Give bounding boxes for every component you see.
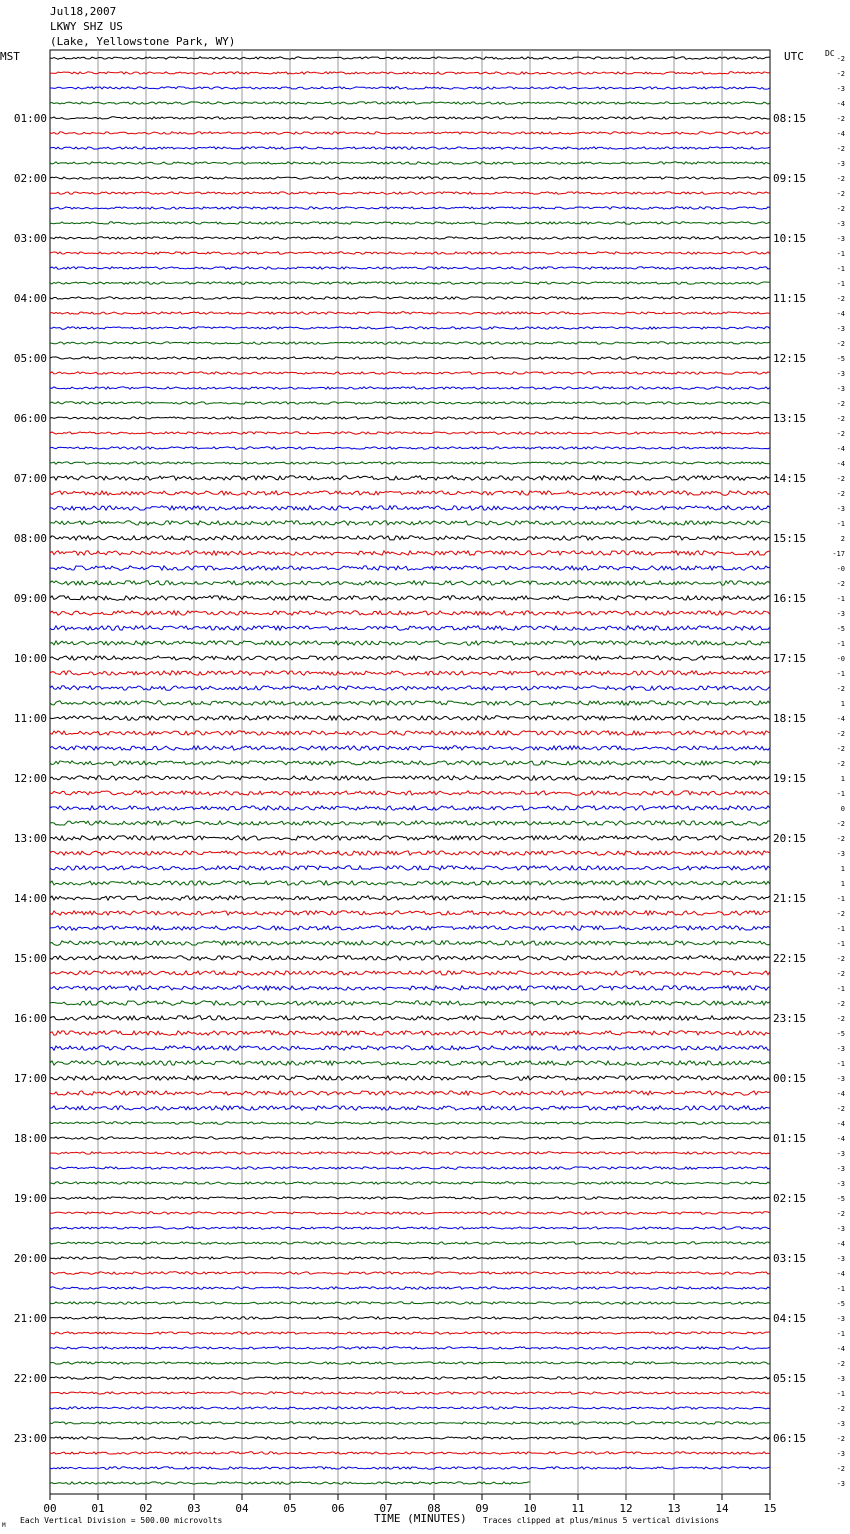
x-tick-label: 00 <box>43 1502 57 1515</box>
mst-hour-label: 01:00 <box>13 112 47 125</box>
dc-offset-label: -2 <box>836 475 845 483</box>
trace-row <box>50 1407 770 1409</box>
utc-hour-label: 16:15 <box>773 592 807 605</box>
dc-offset-label: -0 <box>836 565 845 573</box>
x-tick-label: 09 <box>475 1502 489 1515</box>
trace-row <box>50 147 770 149</box>
mst-hour-label: 17:00 <box>13 1072 47 1085</box>
dc-offset-label: -1 <box>836 940 845 948</box>
dc-offset-label: -2 <box>836 955 845 963</box>
mst-hour-label: 07:00 <box>13 472 47 485</box>
trace-row <box>50 836 770 840</box>
footer-mark: M <box>2 1522 6 1529</box>
trace-row <box>50 192 770 194</box>
trace-row <box>50 1227 770 1229</box>
utc-hour-label: 10:15 <box>773 232 807 245</box>
dc-offset-label: -4 <box>836 1270 845 1278</box>
x-tick-label: 04 <box>235 1502 249 1515</box>
dc-offset-label: -4 <box>836 310 845 318</box>
dc-offset-label: -4 <box>836 1135 845 1143</box>
mst-hour-label: 13:00 <box>13 832 47 845</box>
trace-row <box>50 776 770 780</box>
trace-row <box>50 701 770 705</box>
dc-offset-label: -4 <box>836 1345 845 1353</box>
trace-row <box>50 342 770 344</box>
dc-offset-label: -3 <box>836 385 845 393</box>
dc-offset-label: -4 <box>836 1090 845 1098</box>
dc-offset-label: -0 <box>836 655 845 663</box>
trace-row <box>50 491 770 495</box>
dc-offset-label: -3 <box>836 1420 845 1428</box>
plot-frame <box>50 50 770 1494</box>
trace-row <box>50 1046 770 1050</box>
dc-offset-label: 1 <box>840 865 845 873</box>
trace-row <box>50 207 770 209</box>
trace-row <box>50 671 770 675</box>
mst-hour-label: 03:00 <box>13 232 47 245</box>
x-tick-label: 03 <box>187 1502 201 1515</box>
dc-offset-label: -1 <box>836 250 845 258</box>
trace-row <box>50 1302 770 1304</box>
x-tick-label: 10 <box>523 1502 537 1515</box>
dc-offset-label: 1 <box>840 880 845 888</box>
dc-offset-label: -4 <box>836 1240 845 1248</box>
x-tick-label: 05 <box>283 1502 297 1515</box>
dc-offset-label: -3 <box>836 1150 845 1158</box>
trace-row <box>50 1122 770 1124</box>
mst-hour-label: 06:00 <box>13 412 47 425</box>
dc-offset-label: -4 <box>836 1120 845 1128</box>
trace-row <box>50 806 770 810</box>
dc-offset-label: -2 <box>836 910 845 918</box>
trace-row <box>50 462 770 464</box>
trace-row <box>50 1137 770 1139</box>
trace-row <box>50 566 770 570</box>
dc-offset-label: -3 <box>836 160 845 168</box>
grid-lines <box>98 50 722 1494</box>
dc-offset-label: -1 <box>836 670 845 678</box>
dc-offset-label: -4 <box>836 445 845 453</box>
dc-offset-label: -1 <box>836 895 845 903</box>
dc-offset-label: -1 <box>836 265 845 273</box>
trace-row <box>50 551 770 555</box>
dc-offset-label: -5 <box>836 1030 845 1038</box>
dc-offset-label: -2 <box>836 295 845 303</box>
dc-offset-label: -3 <box>836 1375 845 1383</box>
trace-row <box>50 1001 770 1005</box>
dc-offset-label: -2 <box>836 730 845 738</box>
mst-hour-label: 04:00 <box>13 292 47 305</box>
trace-row <box>50 177 770 179</box>
utc-hour-label: 04:15 <box>773 1312 807 1325</box>
mst-hour-label: 05:00 <box>13 352 47 365</box>
right-tz-label: UTC <box>784 50 804 63</box>
trace-row <box>50 506 770 510</box>
trace-row <box>50 282 770 284</box>
trace-row <box>50 1287 770 1289</box>
dc-offset-label: -2 <box>836 145 845 153</box>
x-tick-label: 12 <box>619 1502 633 1515</box>
trace-row <box>50 536 770 540</box>
header-location: (Lake, Yellowstone Park, WY) <box>50 35 236 48</box>
trace-group <box>50 57 770 1484</box>
x-tick-label: 08 <box>427 1502 441 1515</box>
dc-offset-label: -3 <box>836 1165 845 1173</box>
x-tick-label: 14 <box>715 1502 729 1515</box>
trace-row <box>50 1016 770 1020</box>
mst-hour-label: 12:00 <box>13 772 47 785</box>
trace-row <box>50 866 770 870</box>
trace-row <box>50 162 770 164</box>
trace-row <box>50 1197 770 1199</box>
trace-row <box>50 402 770 404</box>
dc-offset-label: -3 <box>836 1480 845 1488</box>
dc-offset-label: -5 <box>836 355 845 363</box>
trace-row <box>50 596 770 600</box>
mst-hour-label: 15:00 <box>13 952 47 965</box>
x-tick-label: 01 <box>91 1502 105 1515</box>
x-tick-label: 13 <box>667 1502 681 1515</box>
dc-offset-label: -1 <box>836 595 845 603</box>
trace-row <box>50 1377 770 1379</box>
trace-row <box>50 87 770 89</box>
dc-offset-label: -2 <box>836 1105 845 1113</box>
dc-offset-label: -3 <box>836 370 845 378</box>
utc-hour-label: 01:15 <box>773 1132 807 1145</box>
dc-offset-label: -3 <box>836 1450 845 1458</box>
trace-row <box>50 102 770 104</box>
footer-scale: Each Vertical Division = 500.00 microvolts <box>20 1516 223 1525</box>
utc-hour-label: 13:15 <box>773 412 807 425</box>
dc-offset-label: -1 <box>836 790 845 798</box>
dc-offset-label: -4 <box>836 715 845 723</box>
dc-offset-label: -3 <box>836 1255 845 1263</box>
trace-row <box>50 1167 770 1169</box>
trace-row <box>50 656 770 660</box>
trace-row <box>50 1332 770 1334</box>
trace-row <box>50 1467 770 1469</box>
dc-offset-label: -2 <box>836 340 845 348</box>
trace-row <box>50 626 770 630</box>
trace-row <box>50 312 770 314</box>
trace-row <box>50 372 770 374</box>
dc-offset-label: -3 <box>836 235 845 243</box>
trace-row <box>50 57 770 59</box>
dc-offset-label: -4 <box>836 100 845 108</box>
utc-hour-label: 11:15 <box>773 292 807 305</box>
trace-row <box>50 1031 770 1035</box>
trace-row <box>50 476 770 480</box>
trace-row <box>50 327 770 329</box>
mst-hour-label: 02:00 <box>13 172 47 185</box>
dc-offset-label: -3 <box>836 1045 845 1053</box>
dc-offset-label: -3 <box>836 610 845 618</box>
header-date: Jul18,2007 <box>50 5 117 18</box>
dc-offset-label: -2 <box>836 685 845 693</box>
utc-hour-label: 21:15 <box>773 892 807 905</box>
trace-row <box>50 132 770 134</box>
trace-row <box>50 447 770 449</box>
dc-offset-label: -1 <box>836 1390 845 1398</box>
utc-hour-label: 06:15 <box>773 1432 807 1445</box>
dc-offset-label: -2 <box>836 835 845 843</box>
dc-offset-label: -2 <box>836 1360 845 1368</box>
dc-offset-label: -3 <box>836 85 845 93</box>
mst-hour-label: 20:00 <box>13 1252 47 1265</box>
mst-hour-label: 11:00 <box>13 712 47 725</box>
dc-offset-label: -2 <box>836 820 845 828</box>
dc-offset-label: -1 <box>836 640 845 648</box>
dc-offset-label: -4 <box>836 130 845 138</box>
dc-offset-label: -2 <box>836 580 845 588</box>
utc-hour-label: 09:15 <box>773 172 807 185</box>
mst-hour-label: 08:00 <box>13 532 47 545</box>
dc-offset-label: -1 <box>836 1285 845 1293</box>
dc-offset-label: -2 <box>836 1435 845 1443</box>
mst-hour-label: 22:00 <box>13 1372 47 1385</box>
trace-row <box>50 297 770 299</box>
mst-hour-label: 16:00 <box>13 1012 47 1025</box>
utc-hour-label: 17:15 <box>773 652 807 665</box>
x-axis-title: TIME (MINUTES) <box>374 1512 467 1525</box>
utc-hour-label: 03:15 <box>773 1252 807 1265</box>
trace-row <box>50 791 770 795</box>
trace-row <box>50 746 770 750</box>
dc-offset-label: -2 <box>836 400 845 408</box>
trace-row <box>50 896 770 900</box>
mst-hour-label: 10:00 <box>13 652 47 665</box>
trace-row <box>50 581 770 585</box>
utc-hour-label: 20:15 <box>773 832 807 845</box>
trace-row <box>50 1152 770 1154</box>
dc-offset-label: -1 <box>836 1330 845 1338</box>
trace-row <box>50 357 770 359</box>
x-tick-label: 06 <box>331 1502 345 1515</box>
x-tick-label: 11 <box>571 1502 585 1515</box>
dc-offset-label: -2 <box>836 55 845 63</box>
dc-offset-label: -3 <box>836 1075 845 1083</box>
dc-offset-label: 2 <box>840 535 845 543</box>
trace-row <box>50 686 770 690</box>
mst-hour-label: 09:00 <box>13 592 47 605</box>
trace-row <box>50 971 770 975</box>
trace-row <box>50 252 770 254</box>
dc-offset-label: -2 <box>836 490 845 498</box>
utc-hour-label: 12:15 <box>773 352 807 365</box>
dc-offset-label: 1 <box>840 700 845 708</box>
trace-row <box>50 926 770 930</box>
utc-hour-label: 08:15 <box>773 112 807 125</box>
trace-row <box>50 851 770 855</box>
trace-row <box>50 956 770 960</box>
utc-hour-label: 05:15 <box>773 1372 807 1385</box>
trace-row <box>50 1212 770 1214</box>
dc-offset-label: -3 <box>836 1180 845 1188</box>
dc-offset-label: -1 <box>836 925 845 933</box>
trace-row <box>50 761 770 765</box>
trace-row <box>50 1437 770 1439</box>
trace-row <box>50 821 770 825</box>
trace-row <box>50 1106 770 1110</box>
dc-offset-label: -2 <box>836 175 845 183</box>
axis-labels <box>14 55 845 1515</box>
trace-row <box>50 1392 770 1394</box>
trace-row <box>50 881 770 885</box>
dc-offset-label: -2 <box>836 1000 845 1008</box>
trace-row <box>50 1061 770 1065</box>
dc-offset-label: -2 <box>836 415 845 423</box>
trace-row <box>50 1272 770 1274</box>
trace-row <box>50 1076 770 1080</box>
utc-hour-label: 18:15 <box>773 712 807 725</box>
dc-offset-label: -4 <box>836 460 845 468</box>
header-station: LKWY SHZ US <box>50 20 123 33</box>
utc-hour-label: 22:15 <box>773 952 807 965</box>
trace-row <box>50 1347 770 1349</box>
trace-row <box>50 641 770 645</box>
dc-offset-label: -2 <box>836 70 845 78</box>
trace-row <box>50 1422 770 1424</box>
x-tick-label: 07 <box>379 1502 393 1515</box>
mst-hour-label: 14:00 <box>13 892 47 905</box>
dc-offset-label: 1 <box>840 775 845 783</box>
trace-row <box>50 941 770 945</box>
trace-row <box>50 1182 770 1184</box>
utc-hour-label: 14:15 <box>773 472 807 485</box>
dc-offset-label: -1 <box>836 520 845 528</box>
dc-offset-label: -1 <box>836 1060 845 1068</box>
mst-hour-label: 19:00 <box>13 1192 47 1205</box>
trace-row <box>50 1091 770 1095</box>
dc-offset-label: -2 <box>836 760 845 768</box>
trace-row <box>50 731 770 735</box>
dc-offset-label: -5 <box>836 1195 845 1203</box>
dc-offset-label: 0 <box>840 805 845 813</box>
dc-offset-label: -2 <box>836 115 845 123</box>
trace-row <box>50 521 770 525</box>
mst-hour-label: 21:00 <box>13 1312 47 1325</box>
dc-offset-label: -2 <box>836 1465 845 1473</box>
utc-hour-label: 02:15 <box>773 1192 807 1205</box>
trace-row <box>50 911 770 915</box>
dc-offset-label: -1 <box>836 280 845 288</box>
utc-hour-label: 15:15 <box>773 532 807 545</box>
trace-row <box>50 267 770 269</box>
dc-offset-label: -17 <box>832 550 845 558</box>
dc-offset-label: -3 <box>836 1225 845 1233</box>
utc-hour-label: 19:15 <box>773 772 807 785</box>
trace-row <box>50 716 770 720</box>
mst-hour-label: 23:00 <box>13 1432 47 1445</box>
trace-row <box>50 986 770 990</box>
utc-hour-label: 23:15 <box>773 1012 807 1025</box>
dc-offset-label: -2 <box>836 1405 845 1413</box>
dc-offset-label: -3 <box>836 505 845 513</box>
trace-row <box>50 432 770 434</box>
left-tz-label: MST <box>0 50 20 63</box>
dc-offset-label: -3 <box>836 325 845 333</box>
x-tick-label: 15 <box>763 1502 777 1515</box>
trace-row <box>50 387 770 389</box>
trace-row <box>50 1452 770 1454</box>
utc-hour-label: 00:15 <box>773 1072 807 1085</box>
dc-offset-label: -3 <box>836 850 845 858</box>
mst-hour-label: 18:00 <box>13 1132 47 1145</box>
dc-offset-label: -2 <box>836 970 845 978</box>
dc-offset-label: -2 <box>836 745 845 753</box>
trace-row <box>50 611 770 615</box>
footer-clip-note: Traces clipped at plus/minus 5 vertical divisions <box>483 1516 720 1525</box>
dc-label: DC <box>825 49 835 58</box>
trace-row <box>50 1242 770 1244</box>
trace-row <box>50 417 770 419</box>
dc-offset-label: -3 <box>836 220 845 228</box>
trace-row <box>50 222 770 224</box>
trace-row <box>50 72 770 74</box>
trace-row <box>50 117 770 119</box>
dc-offset-label: -5 <box>836 625 845 633</box>
dc-offset-label: -2 <box>836 190 845 198</box>
dc-offset-label: -2 <box>836 1015 845 1023</box>
trace-row <box>50 237 770 239</box>
trace-row <box>50 1317 770 1319</box>
dc-offset-label: -3 <box>836 1315 845 1323</box>
trace-row <box>50 1362 770 1364</box>
dc-offset-label: -2 <box>836 205 845 213</box>
x-tick-label: 02 <box>139 1502 153 1515</box>
trace-row <box>50 1257 770 1259</box>
dc-offset-label: -2 <box>836 430 845 438</box>
dc-offset-label: -1 <box>836 985 845 993</box>
dc-offset-label: -2 <box>836 1210 845 1218</box>
dc-offset-label: -5 <box>836 1300 845 1308</box>
